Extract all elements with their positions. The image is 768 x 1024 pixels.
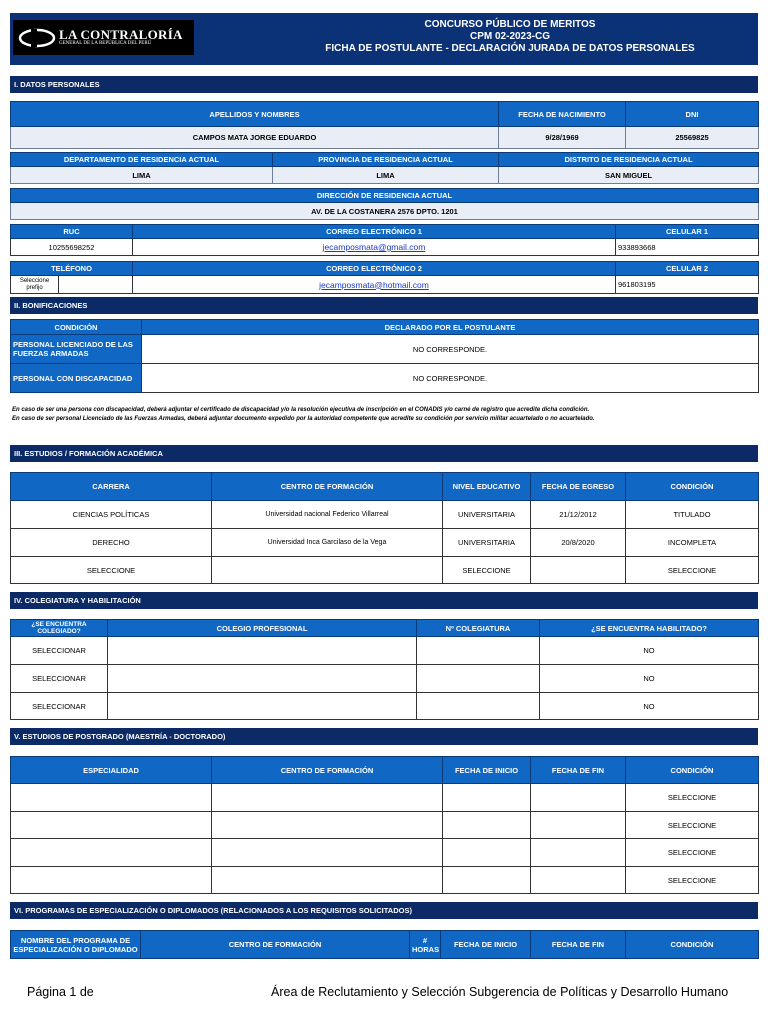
header-condicion-postgrado: CONDICIÓN: [626, 757, 759, 784]
prefijo-select[interactable]: Seleccione prefijo: [11, 276, 59, 294]
cell-colegio[interactable]: [108, 665, 417, 693]
cell-especialidad[interactable]: [11, 867, 212, 894]
value-direccion[interactable]: AV. DE LA COSTANERA 2576 DPTO. 1201: [11, 203, 759, 220]
cell-fecha-inicio[interactable]: [443, 784, 531, 812]
cell-condicion[interactable]: TITULADO: [626, 501, 759, 529]
cell-carrera[interactable]: CIENCIAS POLÍTICAS: [11, 501, 212, 529]
header-title-block: [260, 19, 760, 55]
contest-code: CPM 02-2023-CG: [469, 31, 551, 42]
note-licenciado: En caso de ser personal Licenciado de las Fuerzas Armadas, deberá adjuntar documento expedido por la autoridad competente que acredite su condición por servicio militar acuartelado o no acuartelado.: [12, 416, 595, 422]
header-centro-formacion: CENTRO DE FORMACIÓN: [212, 473, 443, 501]
cell-numero[interactable]: [417, 637, 540, 665]
cell-centro[interactable]: [212, 557, 443, 584]
cell-condicion[interactable]: INCOMPLETA: [626, 529, 759, 557]
header-distrito: DISTRITO DE RESIDENCIA ACTUAL: [499, 153, 759, 167]
cell-fecha-egreso[interactable]: 21/12/2012: [531, 501, 626, 529]
correo2-cell: [133, 276, 616, 294]
value-celular1[interactable]: 933893668: [616, 239, 759, 256]
table-row: [11, 637, 759, 665]
section-postgrado: V. ESTUDIOS DE POSTGRADO (MAESTRÍA - DOCTORADO): [10, 728, 758, 745]
cell-fecha-egreso[interactable]: 20/8/2020: [531, 529, 626, 557]
table-row: [11, 784, 759, 812]
cell-fecha-fin[interactable]: [531, 812, 626, 839]
table-row: [11, 812, 759, 839]
logo-title: LA CONTRALORÍA: [59, 27, 183, 42]
header-condicion-programa: CONDICIÓN: [626, 931, 759, 959]
header-habilitado: ¿SE ENCUENTRA HABILITADO?: [540, 620, 759, 637]
cell-fecha-inicio[interactable]: [443, 867, 531, 894]
header-carrera: CARRERA: [11, 473, 212, 501]
table-row: [11, 693, 759, 720]
footer-area: Área de Reclutamiento y Selección Subgerencia de Políticas y Desarrollo Humano: [271, 985, 729, 999]
form-title: FICHA DE POSTULANTE - DECLARACIÓN JURADA DE DATOS PERSONALES: [325, 43, 695, 54]
section-bonificaciones: II. BONIFICACIONES: [10, 297, 758, 314]
cell-condicion[interactable]: SELECCIONE: [626, 557, 759, 584]
header-celular1: CELULAR 1: [616, 225, 759, 239]
programas-table: [10, 930, 759, 959]
cell-colegiado[interactable]: SELECCIONAR: [11, 693, 108, 720]
note-discapacidad: En caso de ser una persona con discapacidad, deberá adjuntar el certificado de discapacidad y/o la resolución ejecutiva de inscripción en el CONADIS y/o carné de registro que acredite dicha condición.: [12, 407, 590, 413]
logo-subtitle: GENERAL DE LA REPÚBLICA DEL PERÚ: [59, 41, 152, 46]
header-centro-programa: CENTRO DE FORMACIÓN: [141, 931, 410, 959]
header-numero-colegiatura: Nº COLEGIATURA: [417, 620, 540, 637]
link-correo2[interactable]: jecamposmata@hotmail.com: [319, 279, 429, 290]
cell-centro[interactable]: [212, 839, 443, 867]
cell-especialidad[interactable]: [11, 839, 212, 867]
value-licenciado-ffaa[interactable]: NO CORRESPONDE.: [142, 335, 759, 364]
header-provincia: PROVINCIA DE RESIDENCIA ACTUAL: [273, 153, 499, 167]
cell-colegiado[interactable]: SELECCIONAR: [11, 665, 108, 693]
cell-colegio[interactable]: [108, 637, 417, 665]
cell-condicion[interactable]: SELECCIONE: [626, 839, 759, 867]
value-departamento[interactable]: LIMA: [11, 167, 273, 184]
cell-colegio[interactable]: [108, 693, 417, 720]
value-celular2[interactable]: 961803195: [616, 276, 759, 294]
cell-colegiado[interactable]: SELECCIONAR: [11, 637, 108, 665]
table-row: [11, 839, 759, 867]
cell-fecha-inicio[interactable]: [443, 839, 531, 867]
section-datos-personales: I. DATOS PERSONALES: [10, 76, 758, 93]
cell-fecha-fin[interactable]: [531, 784, 626, 812]
cell-fecha-fin[interactable]: [531, 839, 626, 867]
section-programas: VI. PROGRAMAS DE ESPECIALIZACIÓN O DIPLOMADOS (RELACIONADOS A LOS REQUISITOS SOLICITADOS): [10, 902, 758, 919]
value-dni[interactable]: 25569825: [626, 127, 759, 149]
bonificaciones-notes: [12, 406, 758, 424]
header-especialidad: ESPECIALIDAD: [11, 757, 212, 784]
cell-especialidad[interactable]: [11, 812, 212, 839]
header-fecha-inicio: FECHA DE INICIO: [443, 757, 531, 784]
cell-condicion[interactable]: SELECCIONE: [626, 784, 759, 812]
header-centro-postgrado: CENTRO DE FORMACIÓN: [212, 757, 443, 784]
cell-numero[interactable]: [417, 665, 540, 693]
colegiatura-table: [10, 619, 759, 720]
cell-habilitado[interactable]: NO: [540, 665, 759, 693]
table-row: [11, 501, 759, 529]
postgrado-table: [10, 756, 759, 894]
table-row: [11, 867, 759, 894]
header-nombre-programa: NOMBRE DEL PROGRAMA DE ESPECIALIZACIÓN O DIPLOMADO: [11, 931, 141, 959]
section-estudios: III. ESTUDIOS / FORMACIÓN ACADÉMICA: [10, 445, 758, 462]
header-fecha-fin-programa: FECHA DE FIN: [531, 931, 626, 959]
value-provincia[interactable]: LIMA: [273, 167, 499, 184]
bonificaciones-table: [10, 319, 759, 393]
cell-centro[interactable]: [212, 867, 443, 894]
cell-centro[interactable]: [212, 784, 443, 812]
value-distrito[interactable]: SAN MIGUEL: [499, 167, 759, 184]
value-fecha-nacimiento[interactable]: 9/28/1969: [499, 127, 626, 149]
cell-centro[interactable]: Universidad nacional Federico Villarreal: [212, 501, 443, 529]
header-correo1: CORREO ELECTRÓNICO 1: [133, 225, 616, 239]
cell-carrera[interactable]: SELECCIONE: [11, 557, 212, 584]
cell-condicion[interactable]: SELECCIONE: [626, 867, 759, 894]
label-discapacidad: PERSONAL CON DISCAPACIDAD: [11, 364, 142, 393]
header-ruc: RUC: [11, 225, 133, 239]
header-correo2: CORREO ELECTRÓNICO 2: [133, 262, 616, 276]
cell-nivel[interactable]: SELECCIONE: [443, 557, 531, 584]
contest-title: CONCURSO PÚBLICO DE MERITOS: [424, 19, 596, 30]
cell-carrera[interactable]: DERECHO: [11, 529, 212, 557]
logo-emblem-icon: [17, 27, 57, 49]
estudios-table: [10, 472, 759, 584]
cell-nivel[interactable]: UNIVERSITARIA: [443, 501, 531, 529]
cell-fecha-egreso[interactable]: [531, 557, 626, 584]
datos-nombres-table: [10, 101, 759, 149]
table-row: [11, 665, 759, 693]
datos-telefono-table: [10, 261, 759, 294]
cell-centro[interactable]: [212, 812, 443, 839]
value-apellidos-nombres[interactable]: CAMPOS MATA JORGE EDUARDO: [11, 127, 499, 149]
header-departamento: DEPARTAMENTO DE RESIDENCIA ACTUAL: [11, 153, 273, 167]
header-fecha-inicio-programa: FECHA DE INICIO: [441, 931, 531, 959]
cell-habilitado[interactable]: NO: [540, 637, 759, 665]
link-correo1[interactable]: jecamposmata@gmail.com: [322, 242, 426, 252]
cell-fecha-inicio[interactable]: [443, 812, 531, 839]
label-licenciado-ffaa: PERSONAL LICENCIADO DE LAS FUERZAS ARMADAS: [11, 335, 142, 364]
table-row: [11, 557, 759, 584]
cell-especialidad[interactable]: [11, 784, 212, 812]
cell-nivel[interactable]: UNIVERSITARIA: [443, 529, 531, 557]
value-telefono[interactable]: [59, 276, 133, 294]
header-colegiado: ¿SE ENCUENTRA COLEGIADO?: [11, 620, 108, 637]
header-celular2: CELULAR 2: [616, 262, 759, 276]
section-colegiatura: IV. COLEGIATURA Y HABILITACIÓN: [10, 592, 758, 609]
header-fecha-fin: FECHA DE FIN: [531, 757, 626, 784]
footer-page-number: Página 1 de: [27, 985, 94, 999]
header-dni: DNI: [626, 102, 759, 127]
header-nivel-educativo: NIVEL EDUCATIVO: [443, 473, 531, 501]
header-declarado: DECLARADO POR EL POSTULANTE: [142, 320, 759, 335]
value-discapacidad[interactable]: NO CORRESPONDE.: [142, 364, 759, 393]
header-direccion: DIRECCIÓN DE RESIDENCIA ACTUAL: [11, 189, 759, 203]
cell-fecha-fin[interactable]: [531, 867, 626, 894]
header-telefono: TELÉFONO: [11, 262, 133, 276]
value-ruc[interactable]: 10255698252: [11, 239, 133, 256]
header-colegio-profesional: COLEGIO PROFESIONAL: [108, 620, 417, 637]
header-fecha-nacimiento: FECHA DE NACIMIENTO: [499, 102, 626, 127]
header-condicion-estudios: CONDICIÓN: [626, 473, 759, 501]
datos-direccion-table: [10, 188, 759, 220]
cell-centro[interactable]: Universidad Inca Garcilaso de la Vega: [212, 529, 443, 557]
header-fecha-egreso: FECHA DE EGRESO: [531, 473, 626, 501]
cell-habilitado[interactable]: NO: [540, 693, 759, 720]
table-row: [11, 529, 759, 557]
header-condicion: CONDICIÓN: [11, 320, 142, 335]
header-apellidos-nombres: APELLIDOS Y NOMBRES: [11, 102, 499, 127]
contraloria-logo: [13, 20, 194, 55]
cell-numero[interactable]: [417, 693, 540, 720]
header-horas: # HORAS: [410, 931, 441, 959]
datos-contacto-table: [10, 224, 759, 256]
correo1-cell: [133, 239, 616, 256]
datos-residencia-table: [10, 152, 759, 184]
cell-condicion[interactable]: SELECCIONE: [626, 812, 759, 839]
